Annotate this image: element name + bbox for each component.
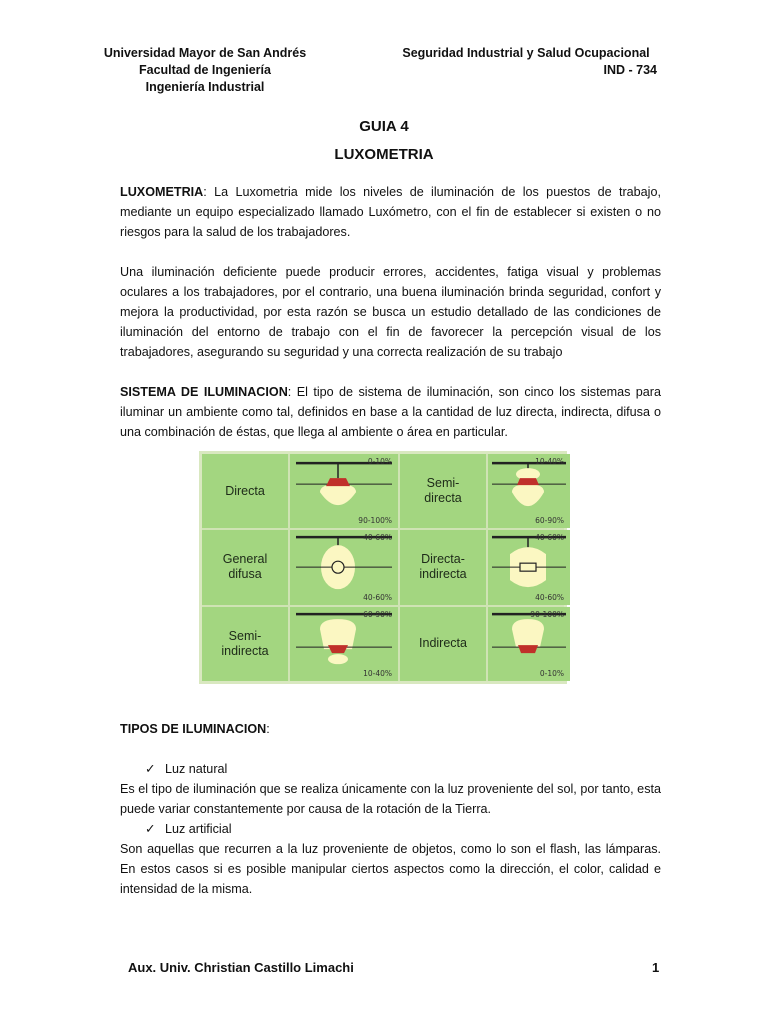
paragraph-luxometria	[120, 182, 661, 242]
upward-percentage: 60-90%	[363, 609, 392, 619]
system-label: Semi- directa	[400, 454, 486, 528]
paragraph-lead: LUXOMETRIA	[120, 185, 204, 199]
system-label: Indirecta	[400, 607, 486, 681]
header-university: Universidad Mayor de San Andrés	[103, 46, 307, 60]
paragraph-iluminacion-deficiente: Una iluminación deficiente puede producir errores, accidentes, fatiga visual y problemas oculares a los trabajadores, por el contrario, una buena iluminación brinda seguridad, confort y mejora la productividad, por esta razón se busca un estudio detallado de las condiciones de iluminación del entorno de trabajo con el fin de favorecer la percepción visual de los trabajadores, asegurando su seguridad y una correcta realización de su trabajo	[120, 265, 661, 359]
system-diagram	[290, 530, 398, 604]
checkmark-icon: ✓	[145, 762, 156, 776]
list-item-label: Luz artificial	[165, 822, 232, 836]
upward-percentage: 90-100%	[530, 609, 564, 619]
downward-percentage: 90-100%	[358, 516, 392, 526]
paragraph-text: : La Luxometria mide los niveles de iluminación de los puestos de trabajo, mediante un equipo especializado llamado Luxómetro, con el fin de establecer si existen o no riesgos para la salud de los trabajadores.	[120, 185, 661, 239]
downward-percentage: 10-40%	[363, 669, 392, 678]
system-diagram	[290, 454, 398, 528]
header-institution	[100, 45, 310, 96]
system-diagram	[488, 530, 570, 604]
header-course-code: IND - 734	[603, 63, 657, 77]
downward-percentage: 60-90%	[535, 516, 564, 526]
list-item-luz-natural	[145, 759, 227, 779]
downward-percentage: 40-60%	[535, 592, 564, 602]
list-item-luz-artificial	[145, 819, 232, 839]
header-course-name: Seguridad Industrial y Salud Ocupacional	[402, 46, 650, 60]
upward-percentage: 40-60%	[363, 533, 392, 543]
page-subtitle: LUXOMETRIA	[334, 146, 434, 163]
downward-percentage: 0-10%	[539, 669, 564, 678]
header-faculty: Facultad de Ingeniería	[139, 63, 271, 77]
lighting-systems-figure	[199, 451, 567, 684]
list-item-label: Luz natural	[165, 762, 228, 776]
upward-percentage: 0-10%	[367, 457, 392, 466]
checkmark-icon: ✓	[145, 822, 156, 836]
system-label: General difusa	[202, 530, 288, 604]
tipos-heading-text: TIPOS DE ILUMINACION	[120, 722, 267, 736]
upward-percentage: 10-40%	[535, 457, 564, 466]
paragraph-luz-artificial: Son aquellas que recurren a la luz proveniente de objetos, como lo son el flash, las lámparas. En estos casos si es posible manipular ciertos aspectos como la dirección, el color, calidad e intensidad de la misma.	[120, 842, 661, 896]
header-career: Ingeniería Industrial	[145, 80, 265, 94]
system-diagram	[488, 607, 570, 681]
page-number: 1	[652, 960, 660, 975]
upward-percentage: 40-60%	[535, 533, 564, 543]
header-course	[395, 45, 657, 79]
page-title: GUIA 4	[359, 118, 409, 135]
footer-author: Aux. Univ. Christian Castillo Limachi	[128, 960, 354, 975]
paragraph-sistema	[120, 382, 661, 442]
paragraph-lead: SISTEMA DE ILUMINACION	[120, 385, 288, 399]
downward-percentage: 40-60%	[363, 592, 392, 602]
system-label: Directa- indirecta	[400, 530, 486, 604]
paragraph-luz-natural: Es el tipo de iluminación que se realiza únicamente con la luz proveniente del sol, por tanto, esta puede variar constantemente por causa de la rotación de la Tierra.	[120, 782, 661, 816]
system-label: Directa	[202, 454, 288, 528]
lighting-systems-grid	[202, 454, 564, 681]
system-label: Semi- indirecta	[202, 607, 288, 681]
system-diagram	[290, 607, 398, 681]
system-diagram	[488, 454, 570, 528]
tipos-heading	[120, 722, 270, 736]
paragraph-text: : El tipo de sistema de iluminación, son cinco los sistemas para iluminar un ambiente como tal, definidos en base a la cantidad de luz directa, indirecta, difusa o una combinación de éstas, que llega al ambiente o área en particular.	[120, 385, 662, 439]
tipos-heading-colon: :	[266, 722, 270, 736]
